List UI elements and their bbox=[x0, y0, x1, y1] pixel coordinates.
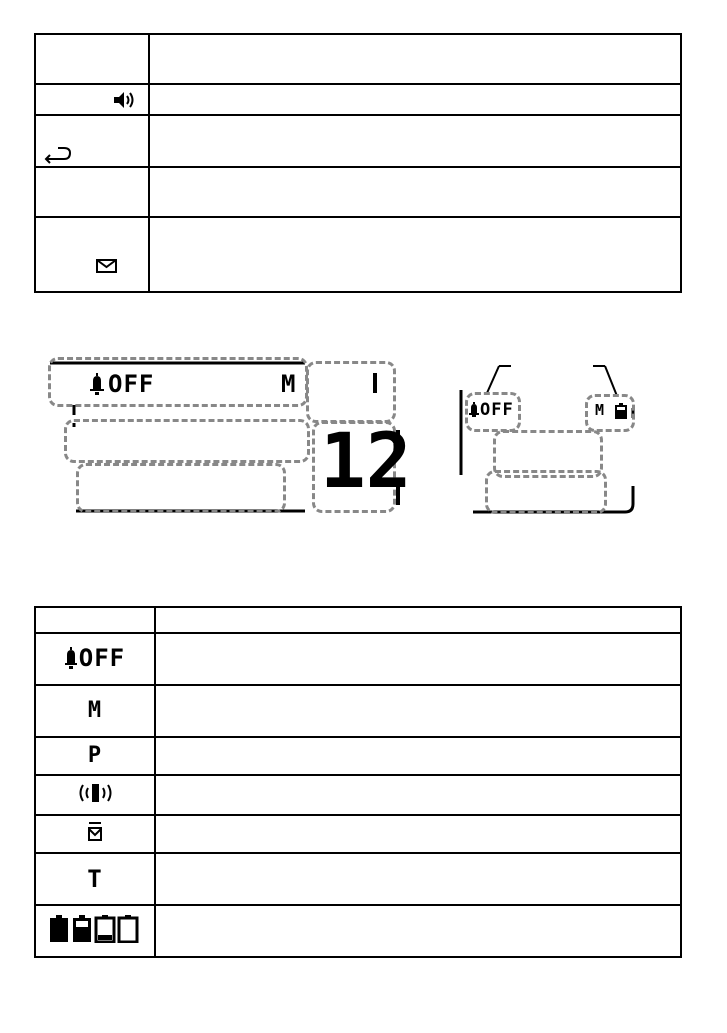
bell-off-icon bbox=[65, 643, 126, 672]
tone-icon: T bbox=[87, 865, 103, 893]
bell-icon bbox=[90, 373, 104, 399]
legend-icon-cell bbox=[35, 685, 155, 737]
handset-display-large bbox=[40, 345, 410, 530]
key-desc-cell bbox=[149, 34, 681, 84]
legend-desc-cell bbox=[155, 685, 681, 737]
table-row bbox=[35, 84, 681, 115]
table-row bbox=[35, 167, 681, 217]
legend-desc-cell bbox=[155, 775, 681, 815]
speakerphone-icon bbox=[75, 790, 115, 809]
icon-legend-table bbox=[34, 606, 682, 958]
base-display-small bbox=[455, 360, 645, 520]
key-icon-cell bbox=[35, 217, 149, 292]
key-icon-cell bbox=[35, 84, 149, 115]
bell-icon bbox=[469, 402, 479, 422]
key-desc-cell bbox=[149, 167, 681, 217]
key-icon-cell bbox=[35, 34, 149, 84]
table-row bbox=[35, 34, 681, 84]
table-row bbox=[35, 775, 681, 815]
status-bar-region bbox=[48, 357, 308, 407]
bell-off-label: OFF bbox=[78, 643, 126, 672]
voicemail-icon: M bbox=[595, 401, 606, 419]
line1-region bbox=[64, 419, 310, 463]
key-icon-cell bbox=[35, 115, 149, 167]
legend-icon-cell bbox=[35, 633, 155, 685]
voicemail-icon: M bbox=[281, 370, 297, 398]
ringer-status-text: OFF bbox=[480, 400, 514, 420]
table-row bbox=[35, 633, 681, 685]
privacy-icon: P bbox=[87, 743, 103, 768]
table-row bbox=[35, 217, 681, 292]
table-row bbox=[35, 685, 681, 737]
header-desc-cell bbox=[155, 607, 681, 633]
legend-icon-cell bbox=[35, 775, 155, 815]
legend-icon-cell bbox=[35, 815, 155, 853]
legend-desc-cell bbox=[155, 815, 681, 853]
header-icon-cell bbox=[35, 607, 155, 633]
clock-top-region bbox=[306, 361, 396, 423]
table-row bbox=[35, 115, 681, 167]
legend-desc-cell bbox=[155, 853, 681, 905]
status-icons-region bbox=[585, 394, 635, 432]
return-arrow-icon bbox=[42, 144, 72, 168]
battery-icon bbox=[615, 403, 627, 423]
message-icon bbox=[88, 828, 102, 847]
key-icon-cell bbox=[35, 167, 149, 217]
top-key-table bbox=[34, 33, 682, 293]
table-row bbox=[35, 905, 681, 957]
envelope-icon bbox=[96, 258, 118, 278]
key-desc-cell bbox=[149, 84, 681, 115]
line2-region bbox=[76, 463, 286, 513]
speaker-icon bbox=[112, 90, 136, 114]
legend-desc-cell bbox=[155, 633, 681, 685]
table-row bbox=[35, 815, 681, 853]
legend-icon-cell bbox=[35, 905, 155, 957]
clock-digits: 12 bbox=[320, 416, 412, 505]
key-desc-cell bbox=[149, 115, 681, 167]
key-desc-cell bbox=[149, 217, 681, 292]
legend-icon-cell bbox=[35, 737, 155, 775]
table-row bbox=[35, 737, 681, 775]
table-header-row bbox=[35, 607, 681, 633]
voicemail-icon: M bbox=[87, 698, 103, 723]
legend-desc-cell bbox=[155, 737, 681, 775]
battery-levels-icon bbox=[48, 928, 142, 947]
ringer-status-text: OFF bbox=[108, 370, 155, 398]
legend-desc-cell bbox=[155, 905, 681, 957]
table-row bbox=[35, 853, 681, 905]
legend-icon-cell bbox=[35, 853, 155, 905]
line-region-small bbox=[485, 470, 607, 514]
